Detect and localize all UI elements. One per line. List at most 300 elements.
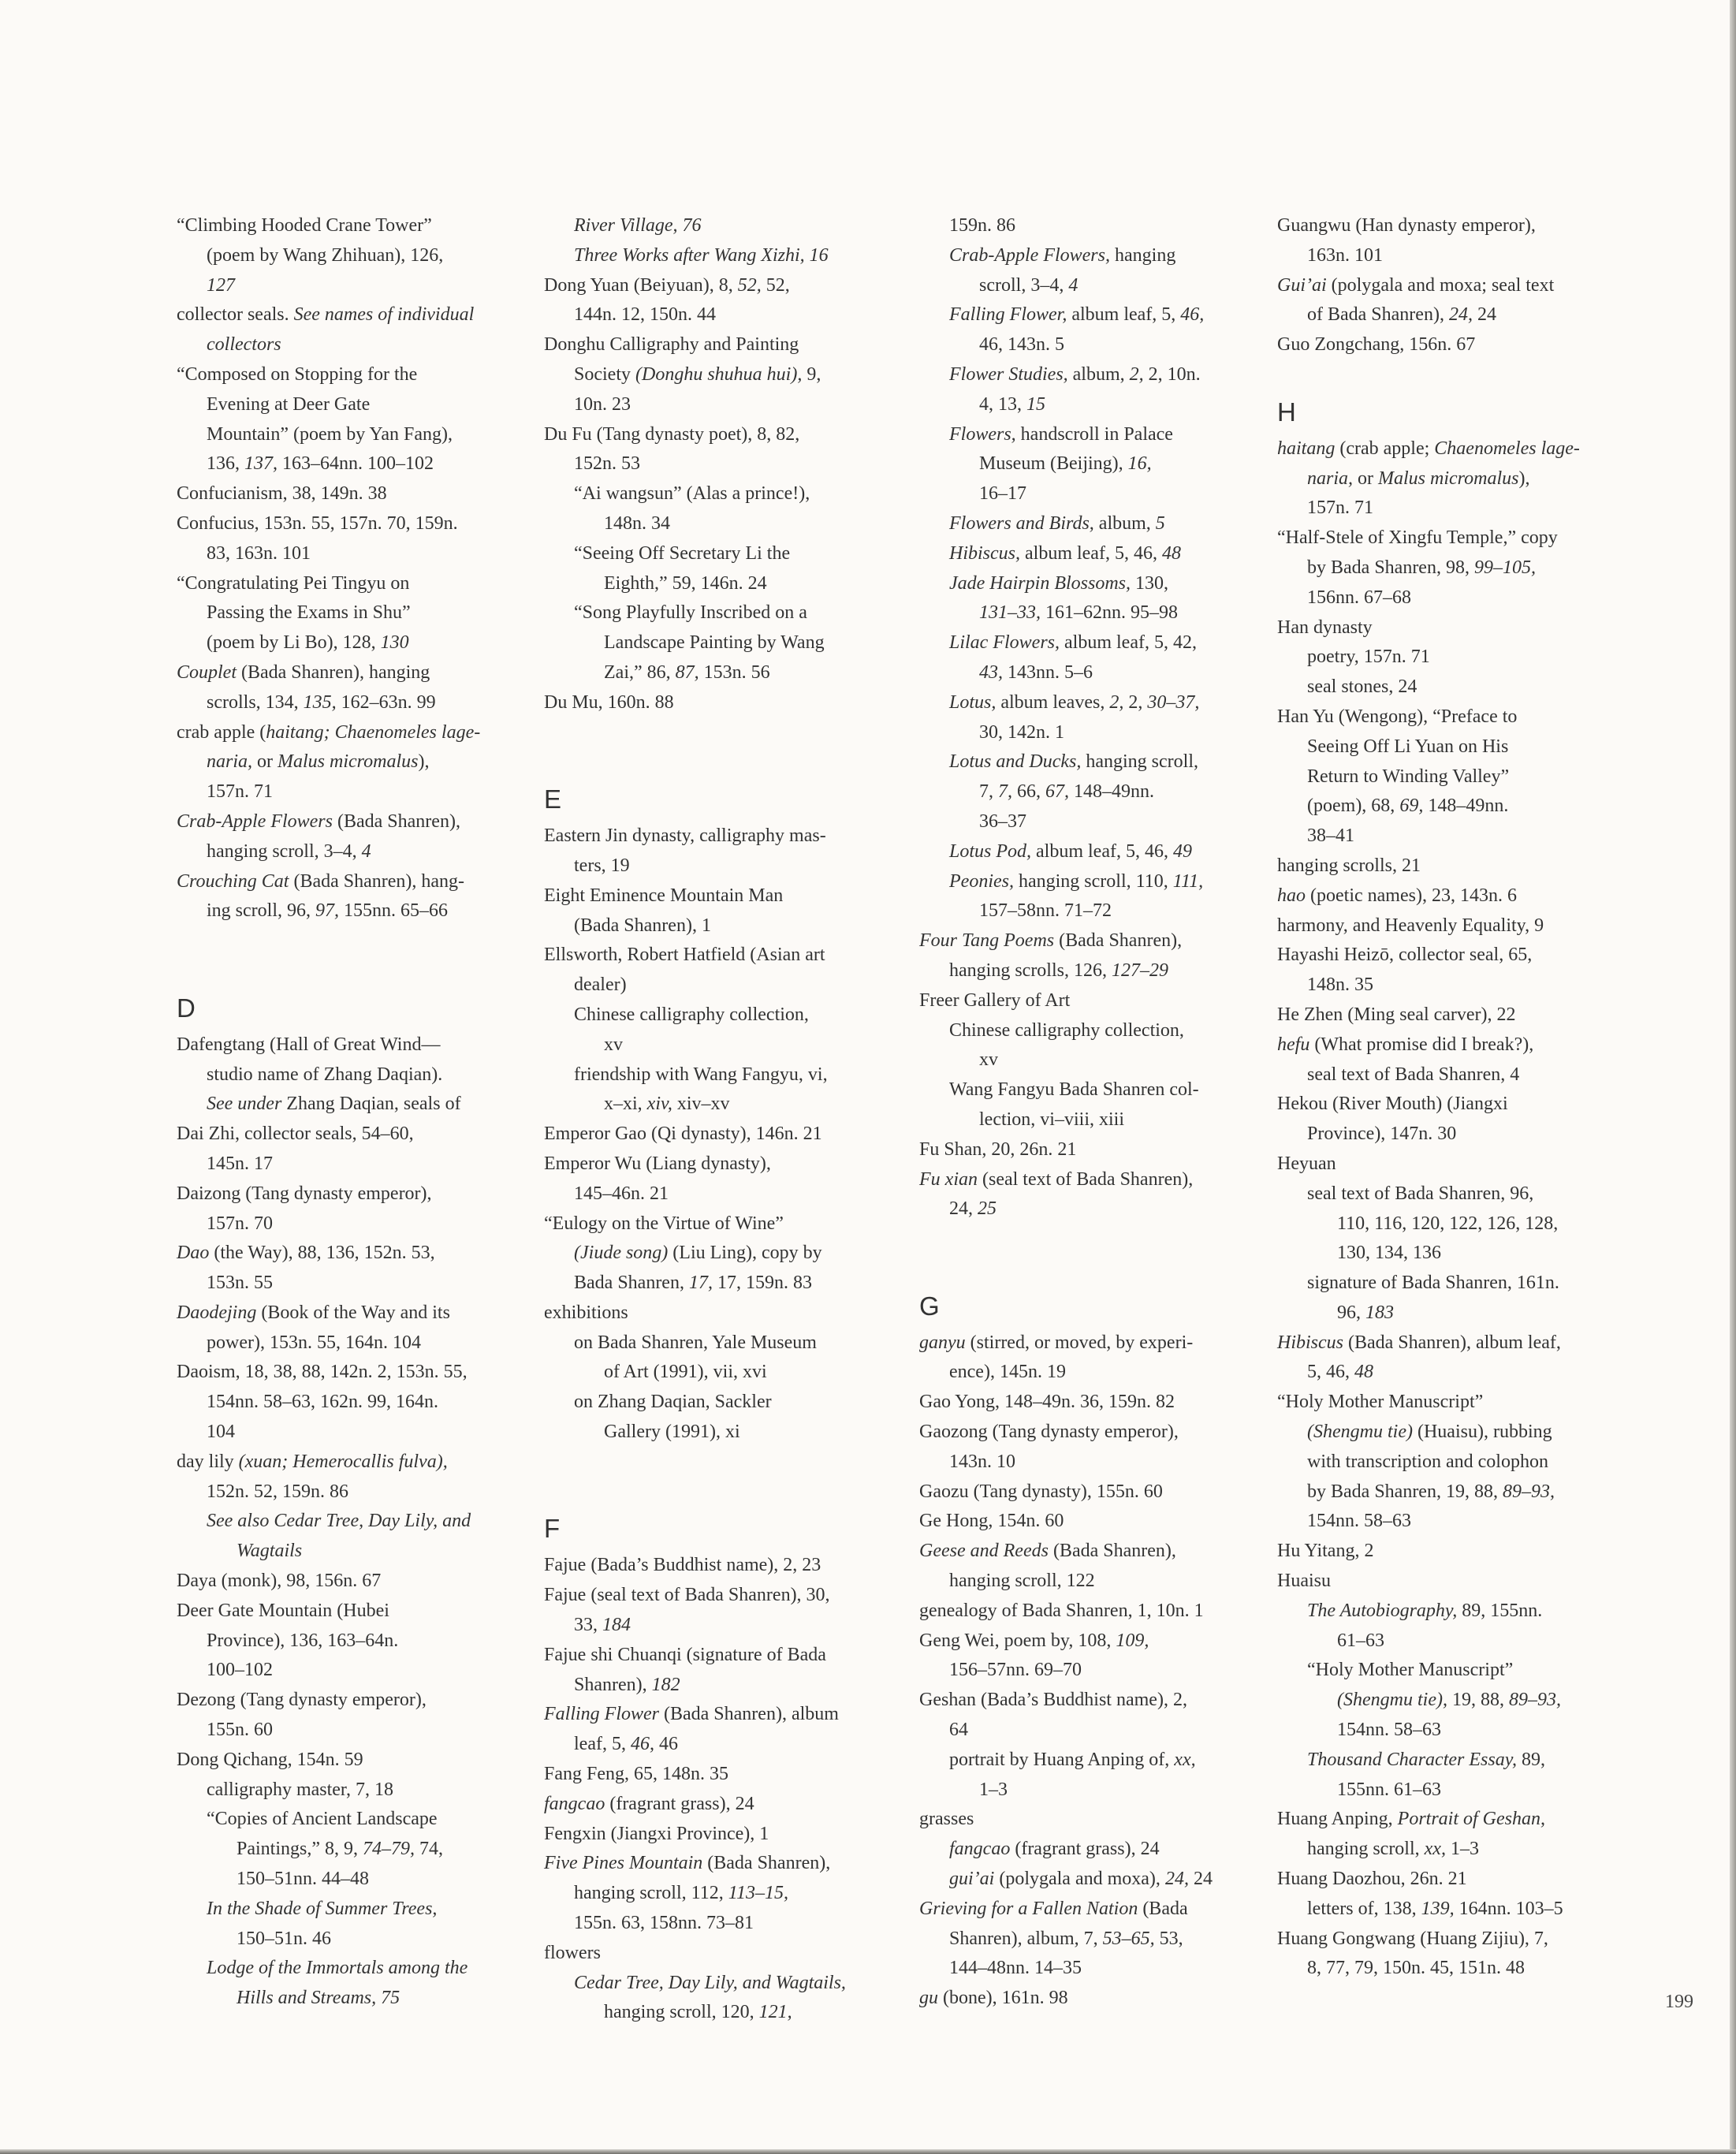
index-entry-line bbox=[919, 360, 1290, 390]
index-entry-line bbox=[1277, 1865, 1648, 1895]
index-entry-line bbox=[1277, 464, 1648, 494]
index-entry-line bbox=[919, 777, 1290, 807]
text-run: Huang Gongwang (Huang Zijiu), 7, bbox=[1277, 1928, 1548, 1949]
index-entry-line bbox=[177, 1507, 547, 1537]
index-entry-line bbox=[177, 1329, 547, 1358]
text-run: hanging scroll, 112, bbox=[574, 1883, 728, 1904]
index-entry-line bbox=[1277, 822, 1648, 852]
text-run: (Bada Shanren), album bbox=[659, 1704, 839, 1725]
text-run: with transcription and colophon bbox=[1307, 1451, 1548, 1472]
text-run: 154nn. 58–63 bbox=[1337, 1720, 1441, 1741]
text-run: ters, 19 bbox=[574, 855, 630, 876]
index-entry-line bbox=[1277, 300, 1648, 330]
text-run: Geshan (Bada’s Buddhist name), 2, bbox=[919, 1690, 1187, 1711]
section-spacer bbox=[1277, 360, 1648, 390]
text-run: (fragrant grass), 24 bbox=[605, 1793, 754, 1814]
text-run: 148–49nn. bbox=[1423, 796, 1509, 817]
text-run: 156–57nn. 69–70 bbox=[949, 1660, 1082, 1681]
text-run: seal text of Bada Shanren, 96, bbox=[1307, 1183, 1534, 1204]
index-entry-line bbox=[177, 1448, 547, 1478]
index-entry-line bbox=[1277, 1776, 1648, 1806]
text-run: ence), 145n. 19 bbox=[949, 1362, 1066, 1383]
italic-text-run: 130 bbox=[380, 632, 409, 654]
text-run: 30, 142n. 1 bbox=[979, 721, 1064, 743]
text-run: Gallery (1991), xi bbox=[604, 1422, 740, 1443]
index-entry-line bbox=[919, 807, 1290, 837]
italic-text-run: Lodge of the Immortals among the bbox=[207, 1958, 468, 1979]
index-entry-line bbox=[919, 271, 1290, 301]
index-entry-line bbox=[1277, 553, 1648, 583]
text-run: 163–64nn. 100–102 bbox=[278, 453, 434, 475]
text-run: (poetic names), 23, 143n. 6 bbox=[1306, 885, 1517, 906]
section-spacer bbox=[919, 1254, 1290, 1284]
index-entry-line bbox=[919, 598, 1290, 628]
italic-text-run: 46, bbox=[630, 1734, 654, 1755]
index-entry-line bbox=[1277, 1299, 1648, 1329]
text-run: (Bada bbox=[1138, 1898, 1188, 1919]
index-entry-line bbox=[919, 449, 1290, 479]
index-entry-line bbox=[544, 1700, 915, 1730]
text-run: Zai,” 86, bbox=[604, 661, 676, 683]
text-run: of Art (1991), vii, xvi bbox=[604, 1362, 767, 1383]
index-entry-line bbox=[1277, 1835, 1648, 1865]
italic-text-run: haitang bbox=[1277, 438, 1336, 459]
italic-text-run: 25 bbox=[978, 1198, 997, 1220]
text-run: 155nn. 61–63 bbox=[1337, 1779, 1441, 1800]
index-entry-line bbox=[919, 1686, 1290, 1716]
index-entry-line bbox=[544, 271, 915, 301]
text-run: xv bbox=[604, 1034, 623, 1055]
text-run: 162–63n. 99 bbox=[336, 691, 436, 713]
text-run: He Zhen (Ming seal carver), 22 bbox=[1277, 1004, 1516, 1025]
index-entry-line bbox=[919, 1627, 1290, 1656]
index-entry-line bbox=[1277, 1269, 1648, 1299]
text-run: Return to Winding Valley” bbox=[1307, 766, 1510, 787]
text-run: power), 153n. 55, 164n. 104 bbox=[207, 1332, 421, 1353]
index-entry-line bbox=[544, 1150, 915, 1179]
index-entry-line bbox=[919, 509, 1290, 539]
text-run: 164nn. 103–5 bbox=[1454, 1898, 1563, 1919]
italic-text-run: See names of individual bbox=[293, 304, 475, 326]
index-column-4 bbox=[1277, 211, 1648, 1984]
italic-text-run: 135, bbox=[303, 691, 337, 713]
text-run: album leaf, 5, 42, bbox=[1060, 632, 1197, 654]
text-run: Daizong (Tang dynasty emperor), bbox=[177, 1183, 432, 1204]
text-run: 163n. 101 bbox=[1307, 244, 1383, 266]
italic-text-run: naria, bbox=[1307, 468, 1354, 489]
index-entry-line bbox=[1277, 1805, 1648, 1835]
italic-text-run: 184 bbox=[602, 1615, 631, 1636]
index-entry-line bbox=[1277, 762, 1648, 792]
index-column-1 bbox=[177, 211, 547, 2014]
index-entry-line bbox=[1277, 1925, 1648, 1955]
text-run: (poem by Li Bo), 128, bbox=[207, 632, 381, 654]
italic-text-run: (Jiude song) bbox=[574, 1243, 669, 1264]
text-run: 46 bbox=[654, 1734, 678, 1755]
text-run: (poem by Wang Zhihuan), 126, bbox=[207, 244, 444, 266]
italic-text-run: fangcao bbox=[949, 1839, 1011, 1860]
italic-text-run: gui’ai bbox=[949, 1869, 995, 1890]
italic-text-run: Wagtails bbox=[237, 1541, 303, 1562]
text-run: crab apple ( bbox=[177, 721, 266, 743]
index-entry-line bbox=[177, 330, 547, 360]
text-run: Gao Yong, 148–49n. 36, 159n. 82 bbox=[919, 1392, 1175, 1413]
index-entry-line bbox=[919, 1507, 1290, 1537]
text-run: 61–63 bbox=[1337, 1630, 1384, 1651]
italic-text-run: 97, bbox=[315, 900, 339, 922]
text-run: grasses bbox=[919, 1809, 974, 1830]
index-entry-line bbox=[544, 1329, 915, 1358]
italic-text-run: 4 bbox=[1068, 274, 1078, 296]
italic-text-run: 52, bbox=[737, 274, 762, 296]
index-entry-line bbox=[1277, 702, 1648, 732]
index-entry-line bbox=[544, 1090, 915, 1120]
index-entry-line bbox=[544, 1969, 915, 1999]
italic-text-run: Hibiscus, bbox=[949, 542, 1020, 564]
index-entry-line bbox=[177, 688, 547, 718]
index-entry-line bbox=[919, 1075, 1290, 1105]
text-run: portrait by Huang Anping of, bbox=[949, 1749, 1175, 1770]
italic-text-run: Lilac Flowers, bbox=[949, 632, 1060, 654]
text-run: hanging scroll, 120, bbox=[604, 2002, 759, 2023]
italic-text-run: (Shengmu tie), bbox=[1337, 1690, 1447, 1711]
italic-text-run: Jade Hairpin Blossoms, bbox=[949, 572, 1131, 594]
text-run: 64 bbox=[949, 1720, 968, 1741]
text-run: 10n. 23 bbox=[574, 393, 631, 415]
index-entry-line bbox=[919, 1045, 1290, 1075]
scan-edge-bottom bbox=[0, 2149, 1736, 2154]
index-entry-line bbox=[919, 926, 1290, 956]
text-run: by Bada Shanren, 19, 88, bbox=[1307, 1481, 1503, 1502]
index-entry-line bbox=[177, 241, 547, 271]
text-run: “Holy Mother Manuscript” bbox=[1307, 1660, 1514, 1681]
text-run: 38–41 bbox=[1307, 825, 1354, 847]
text-run: (Book of the Way and its bbox=[256, 1302, 450, 1323]
text-run: Heyuan bbox=[1277, 1153, 1336, 1174]
text-run: hanging scroll, 110, bbox=[1013, 870, 1173, 892]
text-run: Zhang Daqian, seals of bbox=[281, 1094, 461, 1115]
index-entry-line bbox=[177, 1984, 547, 2014]
italic-text-run: 89–93, bbox=[1502, 1481, 1555, 1502]
index-entry-line bbox=[1277, 1060, 1648, 1090]
index-entry-line bbox=[544, 688, 915, 718]
index-entry-line bbox=[544, 1820, 915, 1850]
index-entry-line bbox=[544, 628, 915, 658]
index-entry-line bbox=[177, 420, 547, 450]
index-entry-line bbox=[1277, 330, 1648, 360]
index-entry-line bbox=[1277, 852, 1648, 881]
text-run: Emperor Wu (Liang dynasty), bbox=[544, 1153, 771, 1174]
index-entry-line bbox=[544, 569, 915, 599]
index-entry-line bbox=[1277, 583, 1648, 613]
index-entry-line bbox=[919, 1135, 1290, 1165]
text-run: (stirred, or moved, by experi- bbox=[965, 1332, 1194, 1353]
index-entry-line bbox=[1277, 1478, 1648, 1507]
text-run: by Bada Shanren, 98, bbox=[1307, 557, 1474, 578]
index-entry-line bbox=[544, 1239, 915, 1269]
text-run: 159n. 86 bbox=[949, 215, 1015, 236]
index-entry-line bbox=[1277, 732, 1648, 762]
index-entry-line bbox=[544, 1358, 915, 1388]
italic-text-run: Portrait of Geshan, bbox=[1397, 1809, 1546, 1830]
index-entry-line bbox=[177, 1179, 547, 1209]
index-entry-line bbox=[177, 509, 547, 539]
index-entry-line bbox=[544, 1299, 915, 1329]
text-run: Dong Yuan (Beiyuan), 8, bbox=[544, 274, 738, 296]
text-run: 155nn. 65–66 bbox=[339, 900, 448, 922]
index-entry-line bbox=[919, 539, 1290, 569]
text-run: (Huaisu), rubbing bbox=[1412, 1422, 1552, 1443]
text-run: 1–3 bbox=[1445, 1839, 1479, 1860]
text-run: 46, 143n. 5 bbox=[979, 334, 1064, 356]
index-entry-line bbox=[544, 1879, 915, 1909]
index-entry-line bbox=[544, 941, 915, 971]
text-run: 16–17 bbox=[979, 483, 1026, 505]
index-entry-line bbox=[1277, 1597, 1648, 1627]
index-entry-line bbox=[919, 1865, 1290, 1895]
italic-text-run: Crab-Apple Flowers, bbox=[949, 244, 1110, 266]
index-entry-line bbox=[544, 241, 915, 271]
text-run: 157n. 71 bbox=[1307, 498, 1373, 519]
index-entry-line bbox=[544, 852, 915, 881]
index-entry-line bbox=[544, 658, 915, 688]
italic-text-run: See also Cedar Tree, Day Lily, and bbox=[207, 1511, 471, 1532]
italic-text-run: Flower Studies, bbox=[949, 363, 1068, 385]
italic-text-run: 87, bbox=[675, 661, 699, 683]
italic-text-run: 24, bbox=[1164, 1869, 1189, 1890]
text-run: 104 bbox=[207, 1422, 235, 1443]
index-entry-line bbox=[1277, 1179, 1648, 1209]
text-run: 24 bbox=[1188, 1869, 1213, 1890]
text-run: Bada Shanren, bbox=[574, 1273, 689, 1294]
index-entry-line bbox=[919, 1954, 1290, 1984]
italic-text-run: Three Works after Wang Xizhi, 16 bbox=[574, 244, 829, 266]
index-entry-line bbox=[544, 479, 915, 509]
text-run: 157n. 71 bbox=[207, 781, 273, 803]
text-run: of Bada Shanren), bbox=[1307, 304, 1449, 326]
index-entry-line bbox=[177, 1269, 547, 1299]
index-entry-line bbox=[1277, 1329, 1648, 1358]
text-run: leaf, 5, bbox=[574, 1734, 631, 1755]
text-run: Daoism, 18, 38, 88, 142n. 2, 153n. 55, bbox=[177, 1362, 468, 1383]
text-run: Chinese calligraphy collection, bbox=[949, 1019, 1184, 1041]
text-run: Fengxin (Jiangxi Province), 1 bbox=[544, 1823, 769, 1844]
text-run: Mountain” (poem by Yan Fang), bbox=[207, 423, 453, 445]
text-run: 148n. 35 bbox=[1307, 975, 1373, 996]
text-run: 144–48nn. 14–35 bbox=[949, 1958, 1082, 1979]
index-entry-line bbox=[544, 1001, 915, 1030]
text-run: E bbox=[544, 784, 562, 814]
index-entry-line bbox=[544, 1909, 915, 1939]
index-entry-line bbox=[544, 360, 915, 390]
text-run: seal stones, 24 bbox=[1307, 676, 1417, 698]
italic-text-run: Daodejing bbox=[177, 1302, 257, 1323]
index-entry-line bbox=[544, 1030, 915, 1060]
text-run: (poem), 68, bbox=[1307, 796, 1400, 817]
index-entry-line bbox=[177, 390, 547, 420]
index-entry-line bbox=[1277, 1090, 1648, 1120]
index-entry-line bbox=[544, 1120, 915, 1150]
text-run: “Song Playfully Inscribed on a bbox=[574, 602, 807, 624]
index-entry-line bbox=[919, 1388, 1290, 1418]
text-run: “Holy Mother Manuscript” bbox=[1277, 1392, 1484, 1413]
text-run: Confucius, 153n. 55, 157n. 70, 159n. bbox=[177, 512, 458, 534]
index-entry-line bbox=[919, 1895, 1290, 1925]
italic-text-run: 2, bbox=[1109, 691, 1124, 713]
index-entry-line bbox=[1277, 941, 1648, 971]
text-run: Fajue shi Chuanqi (signature of Bada bbox=[544, 1644, 826, 1665]
text-run: album, bbox=[1093, 512, 1156, 534]
index-entry-line bbox=[544, 1641, 915, 1671]
index-entry-line bbox=[544, 1939, 915, 1969]
italic-text-run: Four Tang Poems bbox=[919, 930, 1055, 952]
text-run: (Bada Shanren), hang- bbox=[289, 870, 465, 892]
text-run: Han Yu (Wengong), “Preface to bbox=[1277, 706, 1518, 727]
section-spacer bbox=[544, 747, 915, 777]
index-entry-line bbox=[177, 1478, 547, 1507]
text-run: signature of Bada Shanren, 161n. bbox=[1307, 1273, 1559, 1294]
section-letter-heading bbox=[919, 1284, 1290, 1329]
index-entry-line bbox=[177, 1358, 547, 1388]
text-run: “Climbing Hooded Crane Tower” bbox=[177, 215, 432, 236]
italic-text-run: fangcao bbox=[544, 1793, 605, 1814]
italic-text-run: In the Shade of Summer Trees, bbox=[207, 1898, 438, 1919]
index-entry-line bbox=[544, 971, 915, 1001]
text-run: 130, bbox=[1131, 572, 1168, 594]
italic-text-run: 15 bbox=[1026, 393, 1045, 415]
index-entry-line bbox=[177, 360, 547, 390]
text-run: lection, vi–viii, xiii bbox=[979, 1109, 1124, 1130]
text-run: Fajue (seal text of Bada Shanren), 30, bbox=[544, 1585, 830, 1606]
text-run: hanging bbox=[1110, 244, 1176, 266]
text-run: (Bada Shanren), bbox=[1054, 930, 1183, 952]
text-run: 150–51n. 46 bbox=[237, 1928, 331, 1949]
text-run: (the Way), 88, 136, 152n. 53, bbox=[209, 1243, 435, 1264]
text-run: scrolls, 134, bbox=[207, 691, 304, 713]
index-entry-line bbox=[544, 1998, 915, 2028]
index-entry-line bbox=[1277, 881, 1648, 911]
text-run: 66, bbox=[1012, 781, 1045, 803]
text-run: 153n. 55 bbox=[207, 1273, 273, 1294]
index-entry-line bbox=[919, 658, 1290, 688]
italic-text-run: 43, bbox=[979, 661, 1003, 683]
text-run: 130, 134, 136 bbox=[1337, 1243, 1441, 1264]
text-run: harmony, and Heavenly Equality, 9 bbox=[1277, 915, 1544, 936]
text-run: hanging scroll, 122 bbox=[949, 1571, 1095, 1592]
index-entry-line bbox=[1277, 1150, 1648, 1179]
text-run: album leaf, 5, 46, bbox=[1031, 840, 1173, 862]
italic-text-run: Thousand Character Essay, bbox=[1307, 1749, 1518, 1770]
index-entry-line bbox=[919, 1329, 1290, 1358]
index-entry-line bbox=[544, 1849, 915, 1879]
index-entry-line bbox=[544, 1060, 915, 1090]
index-entry-line bbox=[544, 1760, 915, 1790]
italic-text-run: Hills and Streams, 75 bbox=[237, 1988, 400, 2009]
text-run: (What promise did I break?), bbox=[1309, 1034, 1534, 1055]
text-run: hanging scroll, 3–4, bbox=[207, 840, 362, 862]
index-entry-line bbox=[919, 896, 1290, 926]
italic-text-run: The Autobiography, bbox=[1307, 1600, 1458, 1621]
text-run: Wang Fangyu Bada Shanren col- bbox=[949, 1079, 1199, 1101]
text-run: Paintings,” 8, 9, bbox=[237, 1839, 363, 1860]
text-run: 136, bbox=[207, 453, 244, 475]
text-run: Passing the Exams in Shu” bbox=[207, 602, 411, 624]
text-run: Donghu Calligraphy and Painting bbox=[544, 334, 799, 356]
italic-text-run: gu bbox=[919, 1988, 938, 2009]
index-entry-line bbox=[1277, 911, 1648, 941]
index-entry-line bbox=[544, 822, 915, 852]
index-entry-line bbox=[1277, 211, 1648, 241]
text-run: 100–102 bbox=[207, 1660, 273, 1681]
index-entry-line bbox=[544, 911, 915, 941]
index-entry-line bbox=[544, 1179, 915, 1209]
text-run: Hu Yitang, 2 bbox=[1277, 1541, 1374, 1562]
index-entry-line bbox=[1277, 971, 1648, 1001]
text-run: Evening at Deer Gate bbox=[207, 393, 371, 415]
index-entry-line bbox=[177, 1716, 547, 1746]
section-spacer bbox=[177, 956, 547, 986]
text-run: 150–51nn. 44–48 bbox=[237, 1869, 369, 1890]
text-run: 148n. 34 bbox=[604, 512, 670, 534]
index-entry-line bbox=[919, 569, 1290, 599]
text-run: Society bbox=[574, 363, 635, 385]
index-entry-line bbox=[177, 569, 547, 599]
text-run: Dong Qichang, 154n. 59 bbox=[177, 1749, 363, 1770]
index-entry-line bbox=[1277, 1448, 1648, 1478]
italic-text-run: 67, bbox=[1045, 781, 1069, 803]
text-run: 152n. 53 bbox=[574, 453, 640, 475]
index-entry-line bbox=[919, 867, 1290, 897]
text-run: flowers bbox=[544, 1942, 601, 1963]
scan-edge-right bbox=[1730, 0, 1736, 2154]
index-entry-line bbox=[1277, 1954, 1648, 1984]
text-run: D bbox=[177, 993, 196, 1023]
italic-text-run: Malus micromalus bbox=[278, 751, 419, 773]
index-entry-line bbox=[919, 1016, 1290, 1046]
text-run: Fajue (Bada’s Buddhist name), 2, 23 bbox=[544, 1555, 821, 1576]
italic-text-run: (Shengmu tie) bbox=[1307, 1422, 1413, 1443]
index-entry-line bbox=[544, 881, 915, 911]
text-run: hanging scrolls, 126, bbox=[949, 960, 1112, 981]
italic-text-run: 2, bbox=[1129, 363, 1144, 385]
index-entry-line bbox=[919, 1105, 1290, 1135]
text-run: Province), 136, 163–64n. bbox=[207, 1630, 399, 1651]
text-run: “Ai wangsun” (Alas a prince!), bbox=[574, 483, 810, 505]
index-entry-line bbox=[1277, 1627, 1648, 1656]
italic-text-run: 5 bbox=[1155, 512, 1165, 534]
italic-text-run: collectors bbox=[207, 334, 281, 356]
text-run: dealer) bbox=[574, 975, 627, 996]
italic-text-run: 127–29 bbox=[1111, 960, 1168, 981]
index-entry-line bbox=[544, 539, 915, 569]
index-entry-line bbox=[919, 390, 1290, 420]
text-run: Emperor Gao (Qi dynasty), 146n. 21 bbox=[544, 1124, 822, 1145]
text-run: 144n. 12, 150n. 44 bbox=[574, 304, 716, 326]
index-entry-line bbox=[1277, 1895, 1648, 1925]
italic-text-run: Grieving for a Fallen Nation bbox=[919, 1898, 1138, 1919]
index-entry-line bbox=[544, 1209, 915, 1239]
italic-text-run: Lotus Pod, bbox=[949, 840, 1032, 862]
italic-text-run: See under bbox=[207, 1094, 282, 1115]
italic-text-run: Falling Flower, bbox=[949, 304, 1067, 326]
index-entry-line bbox=[177, 1209, 547, 1239]
index-entry-line bbox=[544, 211, 915, 241]
section-spacer bbox=[177, 926, 547, 956]
index-entry-line bbox=[919, 1984, 1290, 2014]
index-entry-line bbox=[177, 1746, 547, 1776]
index-entry-line bbox=[544, 330, 915, 360]
text-run: 2, bbox=[1123, 691, 1148, 713]
